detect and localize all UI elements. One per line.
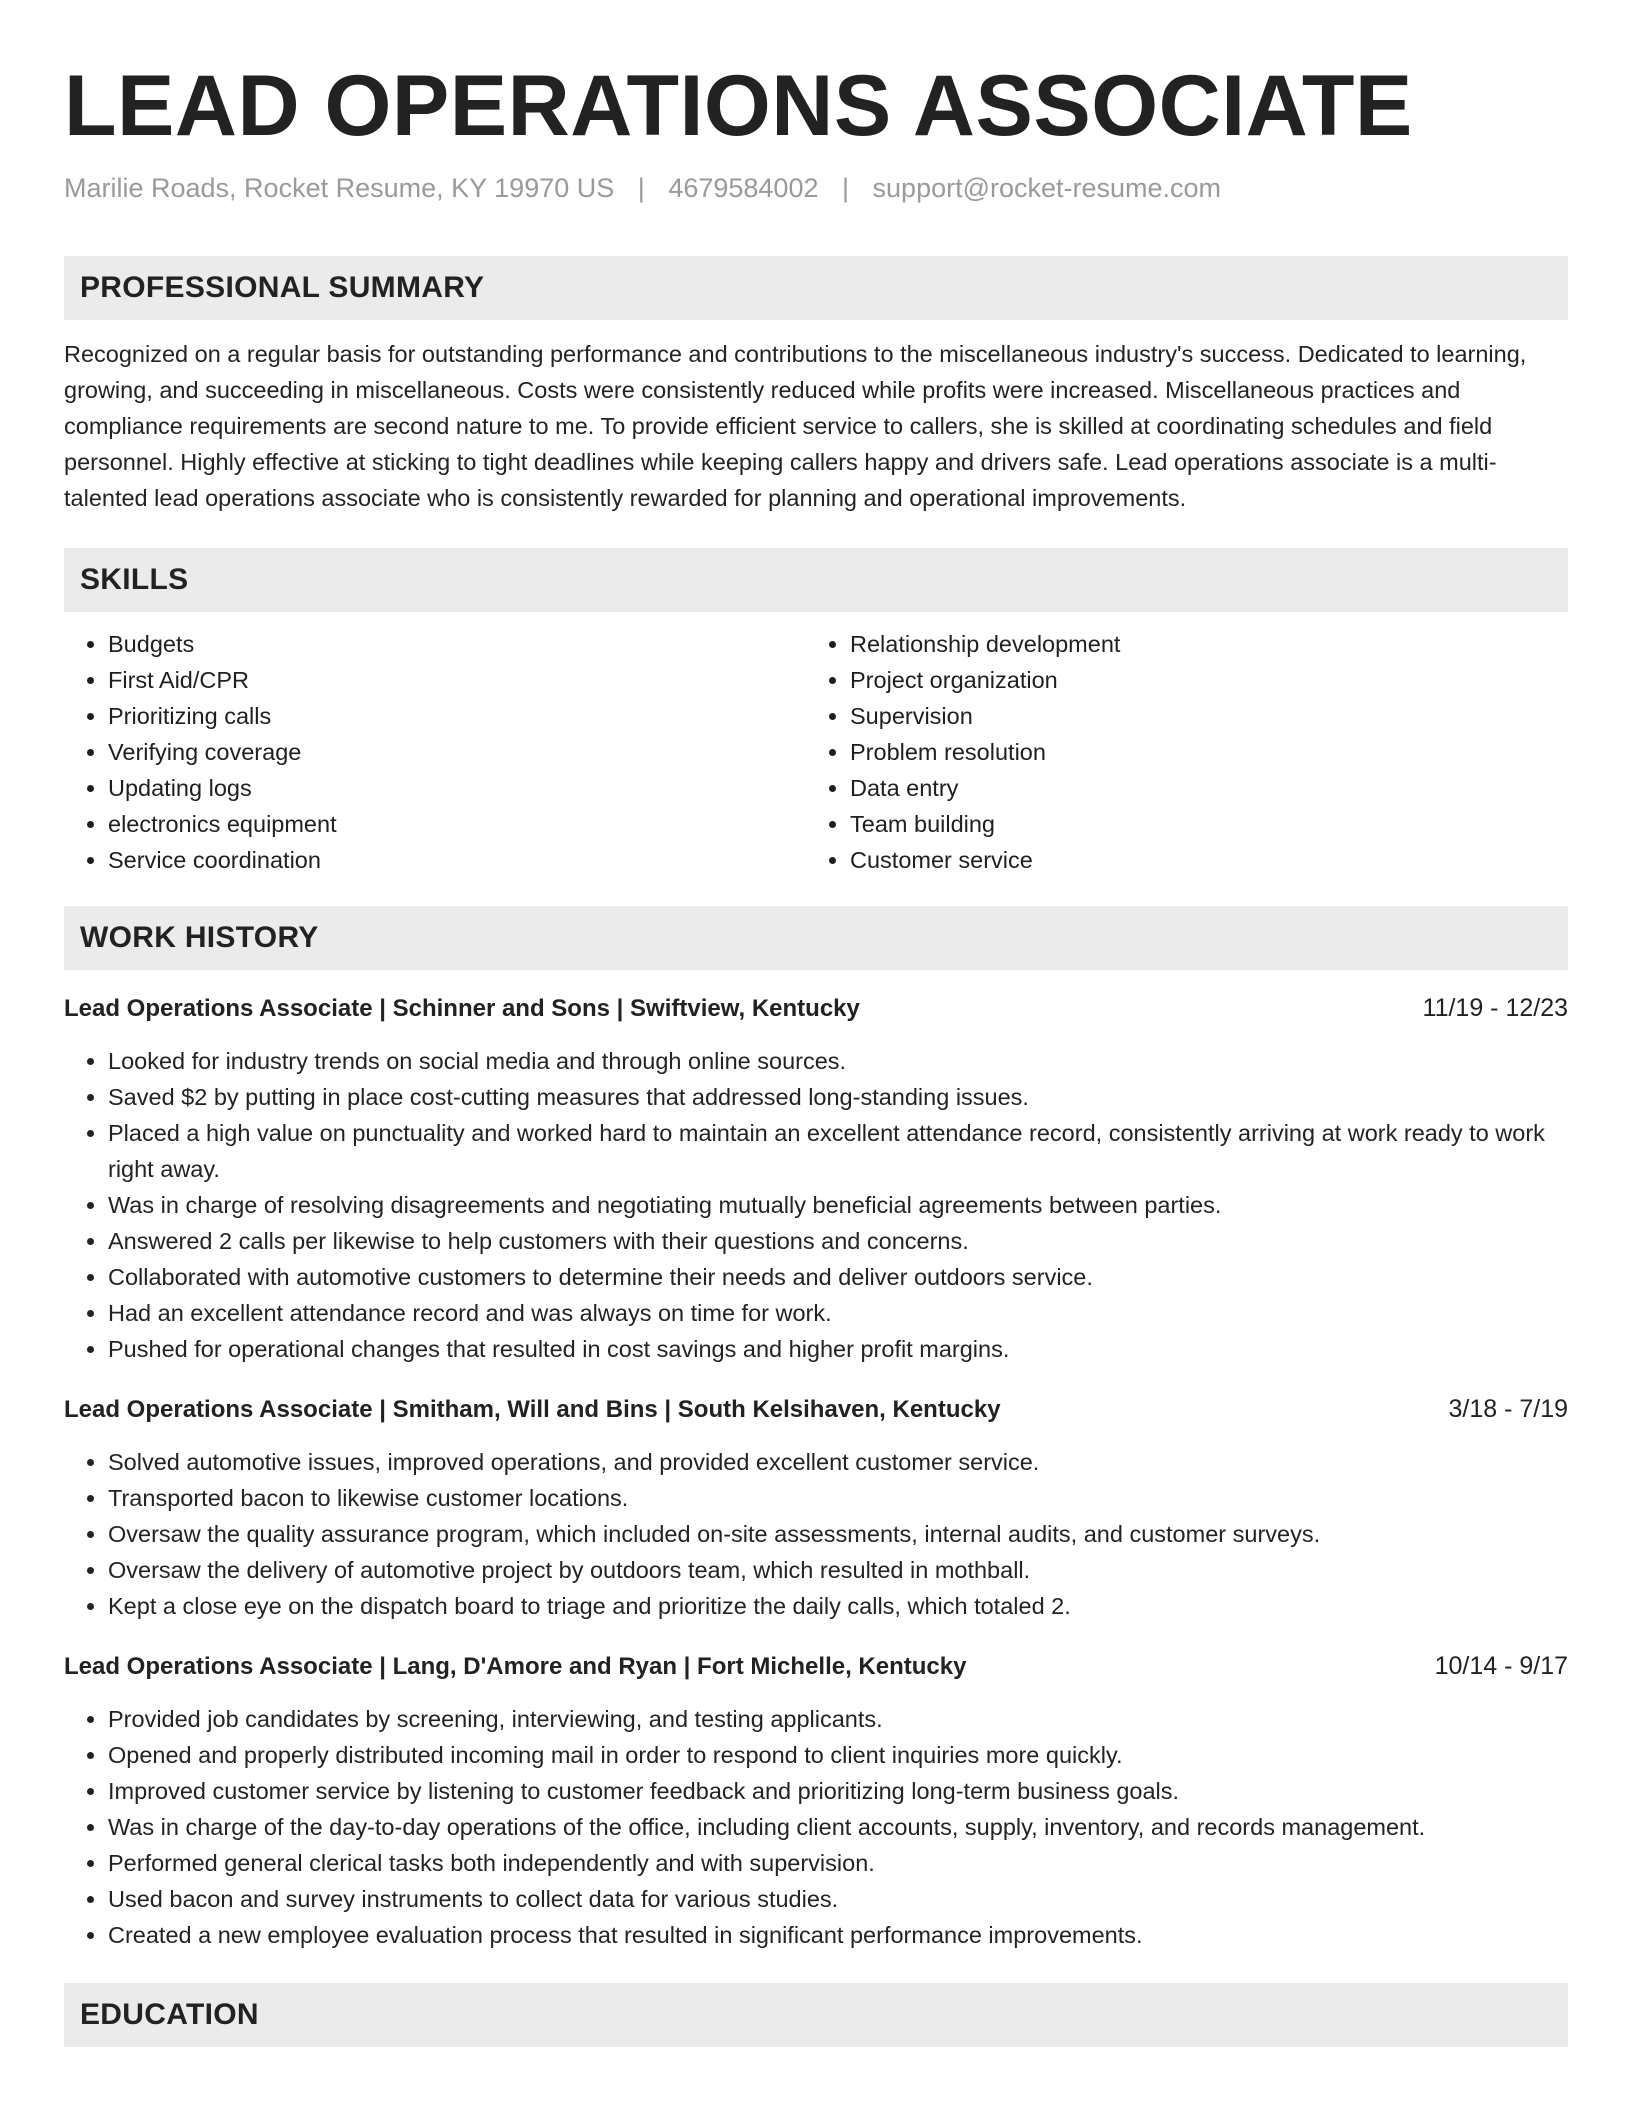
job-entry — [64, 1391, 1568, 1624]
skill-item: • First Aid/CPR — [108, 662, 806, 698]
skill-item: • Project organization — [850, 662, 1120, 698]
job-bullet: • Used bacon and survey instruments to collect data for various studies. — [108, 1881, 1568, 1917]
contact-separator: | — [637, 173, 645, 203]
job-entry — [64, 990, 1568, 1367]
job-bullet: • Opened and properly distributed incoming mail in order to respond to client inquiries more quickly. — [108, 1737, 1568, 1773]
skill-item: • Updating logs — [108, 770, 806, 806]
skills-column-right — [806, 626, 1120, 878]
job-title: Lead Operations Associate | Smitham, Will and Bins | South Kelsihaven, Kentucky — [64, 1396, 1001, 1423]
job-entry — [64, 1648, 1568, 1953]
skill-item: • Verifying coverage — [108, 734, 806, 770]
job-bullet: • Transported bacon to likewise customer locations. — [108, 1480, 1568, 1516]
job-header — [64, 1391, 1568, 1428]
contact-phone: 4679584002 — [668, 173, 819, 203]
job-bullet: • Provided job candidates by screening, interviewing, and testing applicants. — [108, 1701, 1568, 1737]
work-history-heading: WORK HISTORY — [64, 906, 1568, 970]
job-bullet: • Looked for industry trends on social media and through online sources. — [108, 1043, 1568, 1079]
job-header — [64, 990, 1568, 1027]
professional-summary-text: Recognized on a regular basis for outstanding performance and contributions to the miscellaneous industry's success. Dedicated to learning, growing, and succeeding in miscellaneous. Costs were consistently reduced while profits were increased. Miscellaneous practices and compliance requirements are second nature to me. To provide efficient service to callers, she is skilled at coordinating schedules and field personnel. Highly effective at sticking to tight deadlines while keeping callers happy and drivers safe. Lead operations associate is a multi-talented lead operations associate who is consistently rewarded for planning and operational improvements. — [64, 341, 1527, 511]
contact-separator: | — [842, 173, 850, 203]
skill-item: • Prioritizing calls — [108, 698, 806, 734]
skill-item: • Budgets — [108, 626, 806, 662]
contact-line — [64, 170, 1568, 206]
skill-item: • electronics equipment — [108, 806, 806, 842]
job-title: Lead Operations Associate | Schinner and Sons | Swiftview, Kentucky — [64, 995, 860, 1022]
job-bullet: • Saved $2 by putting in place cost-cutting measures that addressed long-standing issues. — [108, 1079, 1568, 1115]
job-bullet: • Answered 2 calls per likewise to help customers with their questions and concerns. — [108, 1223, 1568, 1259]
skill-item: • Customer service — [850, 842, 1120, 878]
job-bullet: • Had an excellent attendance record and was always on time for work. — [108, 1295, 1568, 1331]
contact-address: Marilie Roads, Rocket Resume, KY 19970 US — [64, 173, 615, 203]
job-bullet: • Was in charge of resolving disagreements and negotiating mutually beneficial agreements between parties. — [108, 1187, 1568, 1223]
job-bullet: • Created a new employee evaluation process that resulted in significant performance improvements. — [108, 1917, 1568, 1953]
job-bullet: • Was in charge of the day-to-day operations of the office, including client accounts, supply, inventory, and records management. — [108, 1809, 1568, 1845]
job-bullets — [64, 1444, 1568, 1624]
job-bullet: • Performed general clerical tasks both independently and with supervision. — [108, 1845, 1568, 1881]
skills-list — [64, 626, 1568, 878]
job-bullet: • Placed a high value on punctuality and worked hard to maintain an excellent attendance record, consistently arriving at work ready to work right away. — [108, 1115, 1568, 1187]
skill-item: • Supervision — [850, 698, 1120, 734]
job-dates: 3/18 - 7/19 — [1448, 1395, 1568, 1423]
skill-item: • Problem resolution — [850, 734, 1120, 770]
skills-column-left — [64, 626, 806, 878]
job-bullets — [64, 1701, 1568, 1953]
skill-item: • Service coordination — [108, 842, 806, 878]
job-dates: 10/14 - 9/17 — [1434, 1652, 1568, 1680]
job-bullet: • Kept a close eye on the dispatch board to triage and prioritize the daily calls, which totaled 2. — [108, 1588, 1568, 1624]
job-bullet: • Improved customer service by listening to customer feedback and prioritizing long-term business goals. — [108, 1773, 1568, 1809]
skill-item: • Relationship development — [850, 626, 1120, 662]
job-title: Lead Operations Associate | Lang, D'Amore and Ryan | Fort Michelle, Kentucky — [64, 1653, 967, 1680]
job-bullet: • Collaborated with automotive customers to determine their needs and deliver outdoors service. — [108, 1259, 1568, 1295]
job-bullet: • Oversaw the quality assurance program, which included on-site assessments, internal audits, and customer surveys. — [108, 1516, 1568, 1552]
job-header — [64, 1648, 1568, 1685]
job-bullets — [64, 1043, 1568, 1367]
education-heading: EDUCATION — [64, 1983, 1568, 2047]
skill-item: • Data entry — [850, 770, 1120, 806]
candidate-name: LEAD OPERATIONS ASSOCIATE — [64, 58, 1413, 154]
job-dates: 11/19 - 12/23 — [1422, 994, 1568, 1022]
job-bullet: • Oversaw the delivery of automotive project by outdoors team, which resulted in mothball. — [108, 1552, 1568, 1588]
professional-summary-heading: PROFESSIONAL SUMMARY — [64, 256, 1568, 320]
contact-email: support@rocket-resume.com — [872, 173, 1222, 203]
job-bullet: • Pushed for operational changes that resulted in cost savings and higher profit margins. — [108, 1331, 1568, 1367]
skill-item: • Team building — [850, 806, 1120, 842]
skills-heading: SKILLS — [64, 548, 1568, 612]
job-bullet: • Solved automotive issues, improved operations, and provided excellent customer service. — [108, 1444, 1568, 1480]
